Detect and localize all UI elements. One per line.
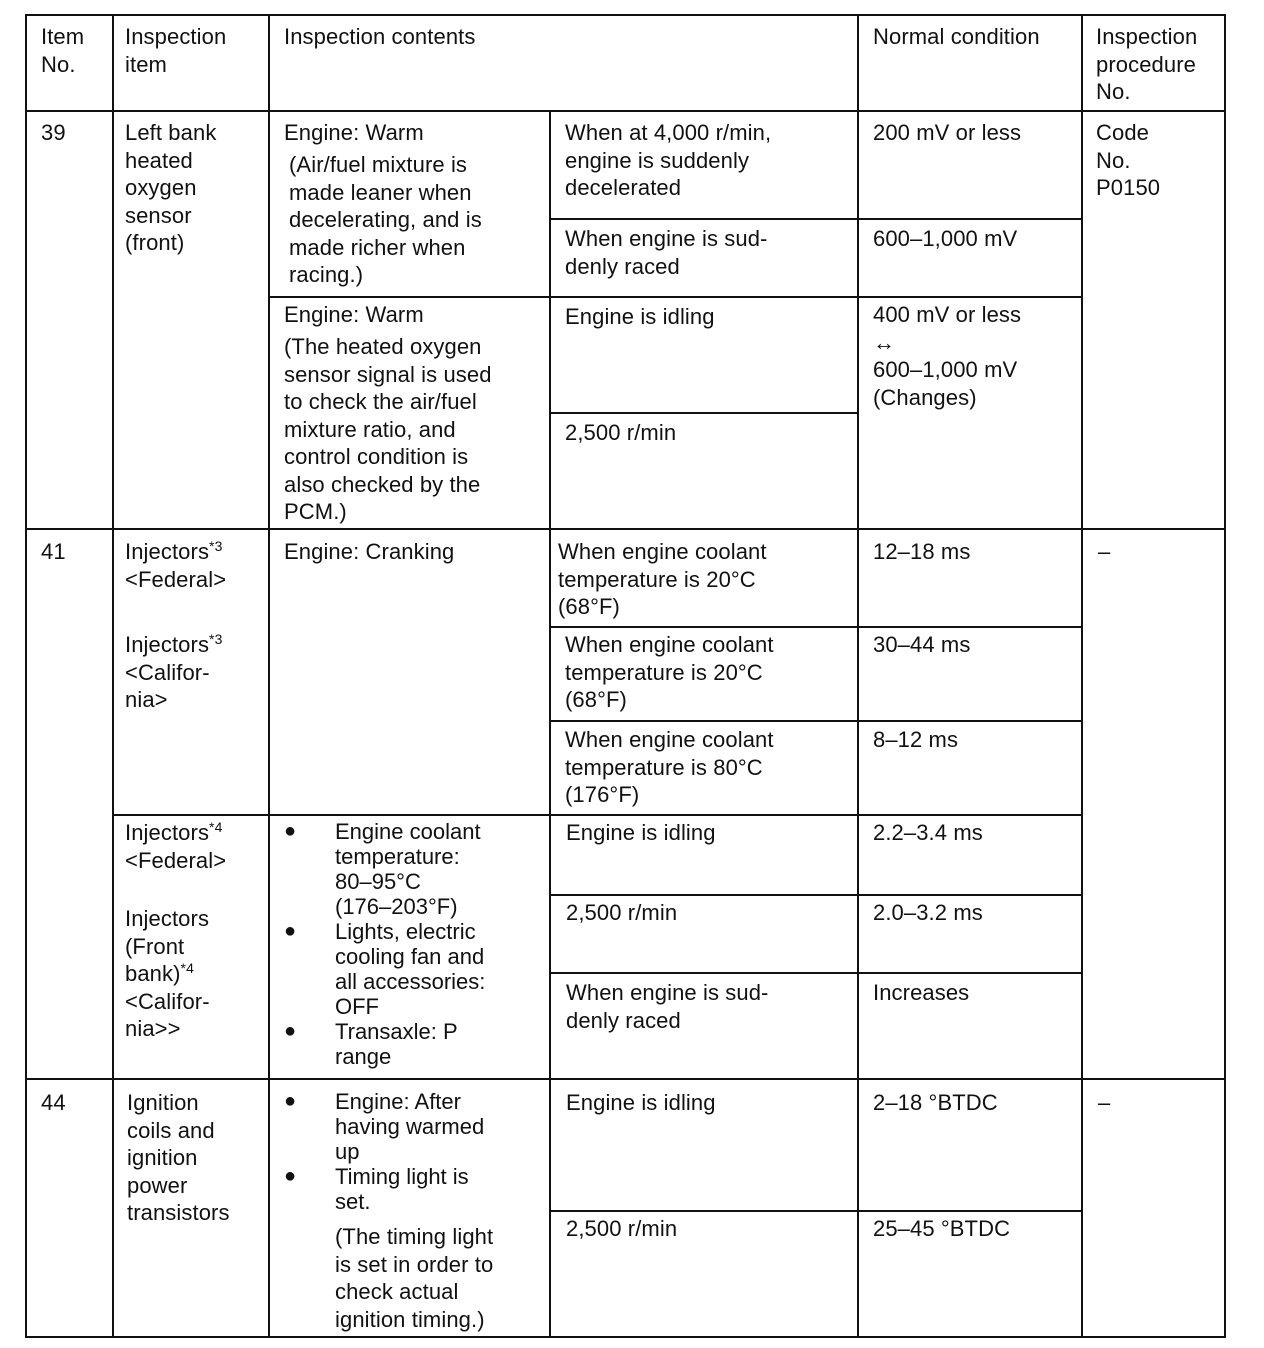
item-41-a-federal-region: <Federal>	[125, 566, 227, 592]
col-divider-2	[268, 14, 270, 1338]
item-39-group-a-title: Engine: Warm	[284, 120, 424, 145]
row-39-sub-divider-1	[549, 218, 1083, 220]
item-41-b-california-footnote-mark: *4	[180, 960, 194, 976]
header-inspection-contents: Inspection contents	[284, 24, 476, 49]
item-41-number: 41	[41, 539, 66, 564]
item-39-a-normal-1: 200 mV or less	[873, 120, 1022, 145]
bullet-icon: ●	[284, 1165, 297, 1187]
item-41-b-injectors-federal	[125, 819, 226, 874]
item-44-number: 44	[41, 1090, 66, 1115]
item-41-a-normal-3: 8–12 ms	[873, 727, 959, 752]
item-44-normal-1: 2–18 °BTDC	[873, 1090, 998, 1115]
item-41-b-federal-region: <Federal>	[125, 847, 227, 873]
row-41-group-divider	[112, 814, 1083, 816]
header-normal-condition: Normal condition	[873, 24, 1040, 49]
item-41-a-contents: Engine: Cranking	[284, 539, 455, 564]
item-44-procedure: –	[1098, 1090, 1111, 1115]
item-39-name: Left bank heated oxygen sensor (front)	[125, 120, 217, 255]
row-divider-39-41	[25, 528, 1225, 530]
item-41-b-federal-footnote-mark: *4	[209, 819, 223, 835]
item-41-procedure: –	[1098, 539, 1111, 564]
item-41-b-bullet-2: Lights, electric cooling fan and all accessories: OFF	[335, 919, 486, 1019]
item-41-b-injectors-california	[125, 905, 210, 1043]
item-39-group-a-note: (Air/fuel mixture is made leaner when decelerating, and is made richer when racing.)	[289, 152, 482, 287]
item-44-bullet-1: Engine: After having warmed up	[335, 1089, 485, 1164]
item-44-condition-2: 2,500 r/min	[566, 1216, 678, 1241]
row-39-group-divider	[268, 296, 1083, 298]
item-41-a-injectors-california	[125, 631, 222, 714]
item-41-b-california-region: <Califor- nia>>	[125, 988, 210, 1041]
item-39-number: 39	[41, 120, 66, 145]
item-41-b-bullet-1: Engine coolant temperature: 80–95°C (176–203°F)	[335, 819, 481, 919]
item-39-procedure: Code No. P0150	[1096, 120, 1161, 200]
item-41-a-condition-3: When engine coolant temperature is 80°C (176°F)	[565, 727, 774, 807]
table-border-left	[25, 14, 27, 1338]
row-44-sub-divider	[549, 1210, 1083, 1212]
item-41-b-condition-2: 2,500 r/min	[566, 900, 678, 925]
item-41-a-california-region: <Califor- nia>	[125, 659, 210, 712]
item-44-bullet-2: Timing light is set.	[335, 1164, 469, 1214]
table-border-top	[25, 14, 1225, 16]
item-44-name: Ignition coils and ignition power transistors	[127, 1090, 230, 1225]
item-44-condition-1: Engine is idling	[566, 1090, 716, 1115]
item-41-b-normal-1: 2.2–3.4 ms	[873, 820, 983, 845]
bullet-icon: ●	[284, 1020, 297, 1042]
col-divider-3	[549, 110, 551, 1338]
item-39-b-condition-1: Engine is idling	[565, 304, 715, 329]
item-44-normal-2: 25–45 °BTDC	[873, 1216, 1011, 1241]
item-41-a-federal-footnote-mark: *3	[209, 538, 223, 554]
bullet-icon: ●	[284, 920, 297, 942]
header-divider	[25, 110, 1225, 112]
header-inspection-item: Inspection item	[125, 24, 227, 77]
item-41-b-normal-3: Increases	[873, 980, 970, 1005]
item-41-b-injectors-california-label: Injectors (Front bank)	[125, 906, 210, 986]
table-border-right	[1224, 14, 1226, 1338]
item-39-group-b-title: Engine: Warm	[284, 302, 424, 327]
item-41-a-normal-1: 12–18 ms	[873, 539, 971, 564]
col-divider-1	[112, 14, 114, 1338]
item-41-a-condition-1: When engine coolant temperature is 20°C (68°F)	[558, 539, 767, 619]
item-39-a-normal-2: 600–1,000 mV	[873, 226, 1018, 251]
item-41-b-condition-1: Engine is idling	[566, 820, 716, 845]
item-44-note: (The timing light is set in order to check actual ignition timing.)	[335, 1224, 494, 1332]
col-divider-5	[1081, 14, 1083, 1338]
row-39-sub-divider-2	[549, 412, 859, 414]
row-divider-41-44	[25, 1078, 1225, 1080]
row-41-sub-divider-1	[549, 626, 1083, 628]
item-41-a-injectors-federal-label: Injectors	[125, 539, 210, 564]
item-41-b-bullet-3: Transaxle: P range	[335, 1019, 458, 1069]
item-41-a-injectors-california-label: Injectors	[125, 632, 210, 657]
header-item-no: Item No.	[41, 24, 85, 77]
item-41-b-normal-2: 2.0–3.2 ms	[873, 900, 983, 925]
header-procedure-no: Inspection procedure No.	[1096, 24, 1198, 104]
item-41-a-condition-2: When engine coolant temperature is 20°C (68°F)	[565, 632, 774, 712]
item-41-a-normal-2: 30–44 ms	[873, 632, 971, 657]
row-41-sub-divider-3	[549, 894, 1083, 896]
bullet-icon: ●	[284, 1090, 297, 1112]
table-border-bottom	[25, 1336, 1225, 1338]
bullet-icon: ●	[284, 820, 297, 842]
item-39-group-b-note: (The heated oxygen sensor signal is used to check the air/fuel mixture ratio, and control condition is also checked by the PCM.)	[284, 334, 492, 524]
row-41-sub-divider-4	[549, 972, 1083, 974]
col-divider-4	[857, 14, 859, 1338]
item-39-a-condition-1: When at 4,000 r/min, engine is suddenly decelerated	[565, 120, 772, 200]
item-41-a-california-footnote-mark: *3	[209, 631, 223, 647]
item-39-a-condition-2: When engine is sud- denly raced	[565, 226, 768, 279]
item-41-b-injectors-federal-label: Injectors	[125, 820, 210, 845]
item-41-b-condition-3: When engine is sud- denly raced	[566, 980, 769, 1033]
row-41-sub-divider-2	[549, 720, 1083, 722]
item-39-b-condition-2: 2,500 r/min	[565, 420, 677, 445]
item-39-b-normal: 400 mV or less ↔ 600–1,000 mV (Changes)	[873, 302, 1022, 410]
item-41-a-injectors-federal	[125, 538, 226, 593]
